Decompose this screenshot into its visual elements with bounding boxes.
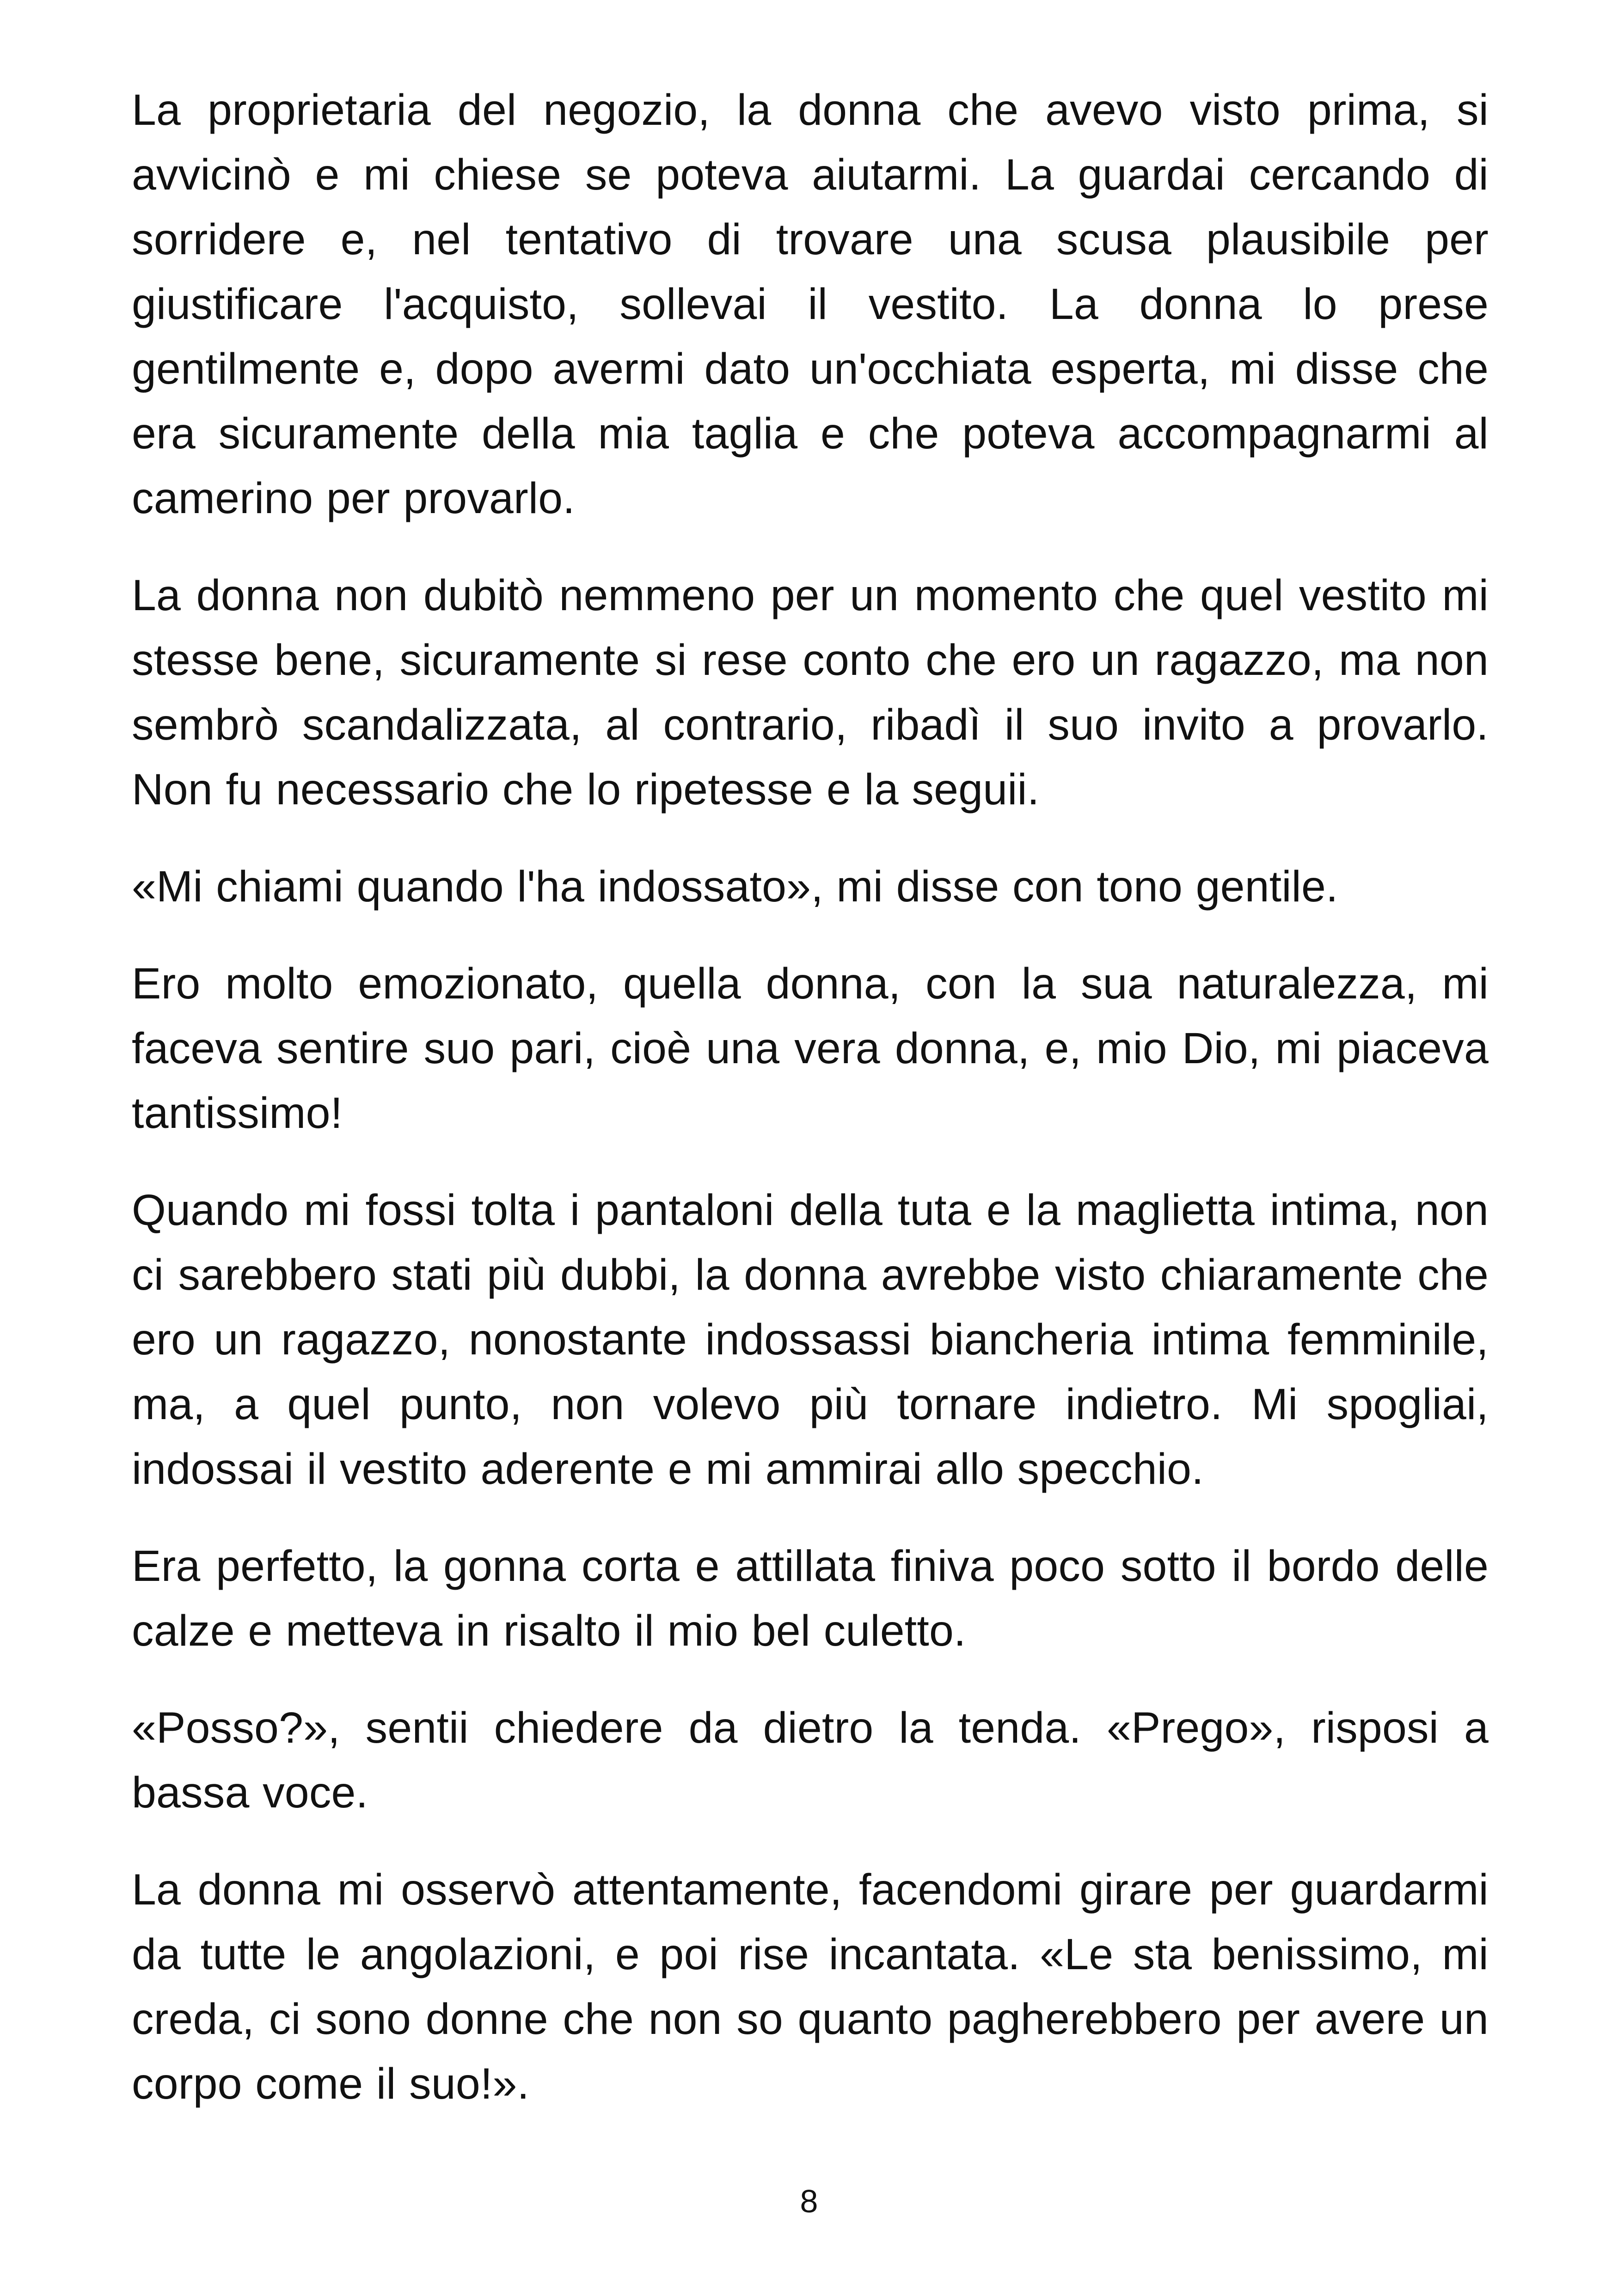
paragraph: La donna mi osservò attentamente, facendomi girare per guardarmi da tutte le angolazioni, e poi rise incantata. «Le sta benissimo, mi creda, ci sono donne che non so quanto pagherebbero per avere un corpo come il suo!». — [132, 1865, 1489, 2108]
paragraph: Era perfetto, la gonna corta e attillata finiva poco sotto il bordo delle calze e metteva in risalto il mio bel culetto. — [132, 1542, 1489, 1655]
paragraph: La donna non dubitò nemmeno per un momento che quel vestito mi stesse bene, sicuramente si rese conto che ero un ragazzo, ma non sembrò scandalizzata, al contrario, ribadì il suo invito a provarlo. Non fu necessario che lo ripetesse e la seguii. — [132, 571, 1489, 814]
page-number: 8 — [800, 2183, 818, 2219]
page-body — [132, 78, 1489, 2116]
paragraph: «Posso?», sentii chiedere da dietro la tenda. «Prego», risposi a bassa voce. — [132, 1703, 1489, 1817]
paragraph: La proprietaria del negozio, la donna che avevo visto prima, si avvicinò e mi chiese se poteva aiutarmi. La guardai cercando di sorridere e, nel tentativo di trovare una scusa plausibile per giustificare l'acquisto, sollevai il vestito. La donna lo prese gentilmente e, dopo avermi dato un'occhiata esperta, mi disse che era sicuramente della mia taglia e che poteva accompagnarmi al camerino per provarlo. — [132, 86, 1489, 523]
paragraph: Ero molto emozionato, quella donna, con la sua naturalezza, mi faceva sentire suo pari, cioè una vera donna, e, mio Dio, mi piaceva tantissimo! — [132, 959, 1489, 1138]
paragraph: «Mi chiami quando l'ha indossato», mi disse con tono gentile. — [132, 862, 1338, 911]
paragraph: Quando mi fossi tolta i pantaloni della tuta e la maglietta intima, non ci sarebbero stati più dubbi, la donna avrebbe visto chiaramente che ero un ragazzo, nonostante indossassi biancheria intima femminile, ma, a quel punto, non volevo più tornare indietro. Mi spogliai, indossai il vestito aderente e mi ammirai allo specchio. — [132, 1186, 1489, 1494]
